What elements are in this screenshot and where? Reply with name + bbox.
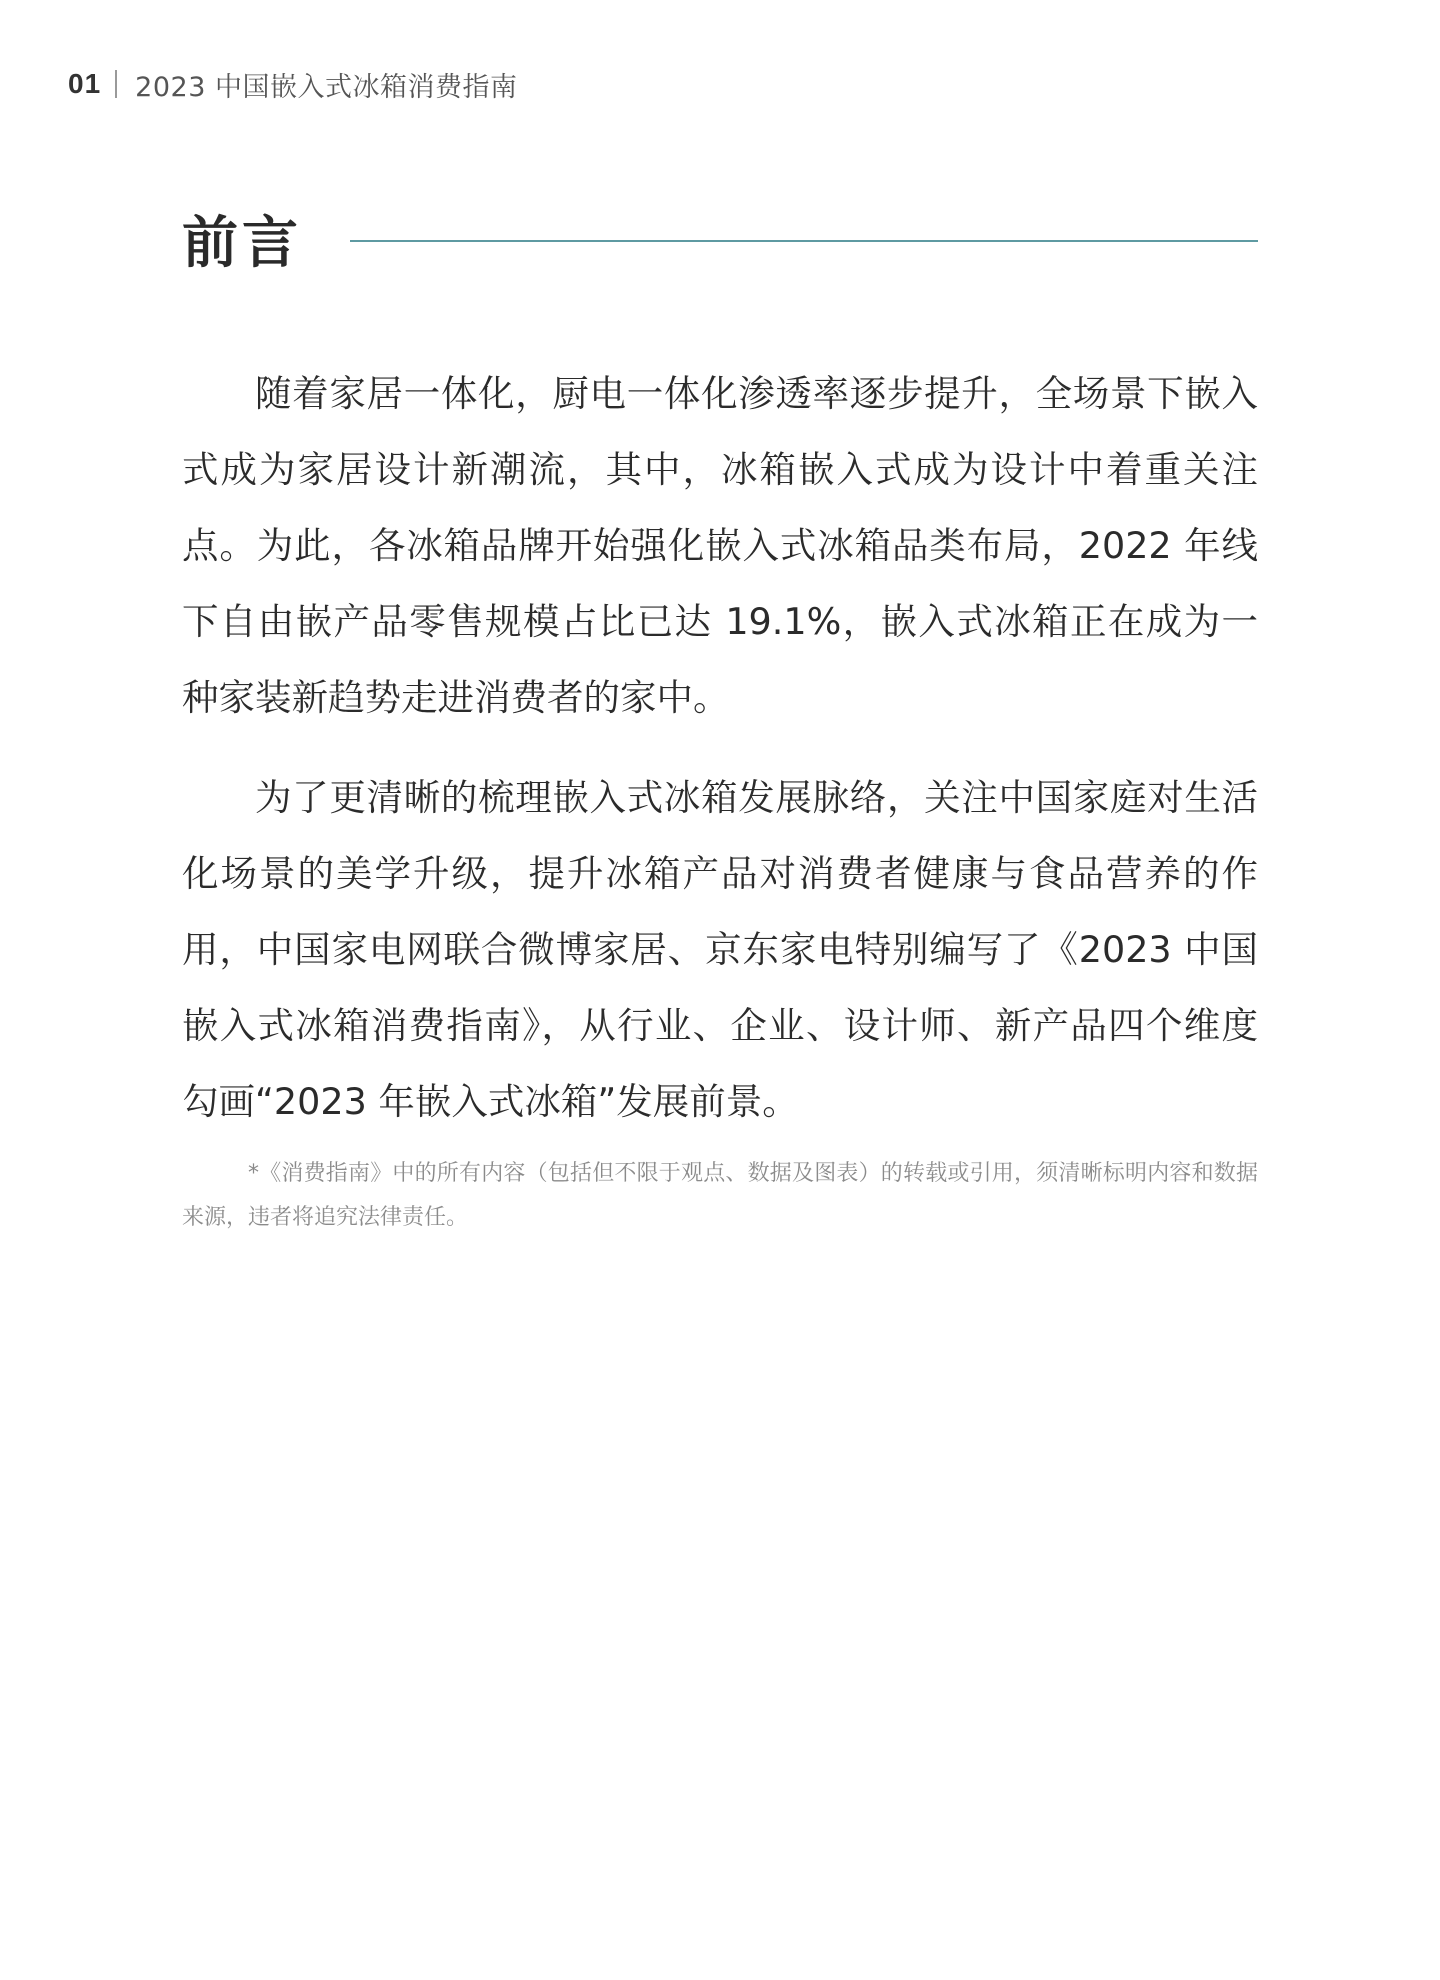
section-heading bbox=[182, 203, 1258, 275]
footnote: *《消费指南》中的所有内容（包括但不限于观点、数据及图表）的转载或引用，须清晰标明内容和数据来源，违者将追究法律责任。 bbox=[182, 1161, 1258, 1230]
paragraph-2: 为了更清晰的梳理嵌入式冰箱发展脉络，关注中国家庭对生活化场景的美学升级，提升冰箱产品对消费者健康与食品营养的作用，中国家电网联合微博家居、京东家电特别编写了《2023 中国嵌入式冰箱消费指南》，从行业、企业、设计师、新产品四个维度勾画“2023 年嵌入式冰箱”发展前景。 bbox=[182, 776, 1258, 1123]
publication-title: 2023 中国嵌入式冰箱消费指南 bbox=[135, 71, 518, 103]
page-number: 01 bbox=[68, 68, 102, 99]
header-divider bbox=[115, 70, 117, 98]
running-header bbox=[68, 64, 517, 104]
paragraph-1: 随着家居一体化，厨电一体化渗透率逐步提升，全场景下嵌入式成为家居设计新潮流，其中，冰箱嵌入式成为设计中着重关注点。为此，各冰箱品牌开始强化嵌入式冰箱品类布局，2022 年线下自由嵌产品零售规模占比已达 19.1%，嵌入式冰箱正在成为一种家装新趋势走进消费者的家中。 bbox=[182, 372, 1258, 719]
title-rule bbox=[350, 240, 1258, 242]
body-text bbox=[182, 356, 1258, 1240]
section-title: 前言 bbox=[182, 211, 302, 276]
